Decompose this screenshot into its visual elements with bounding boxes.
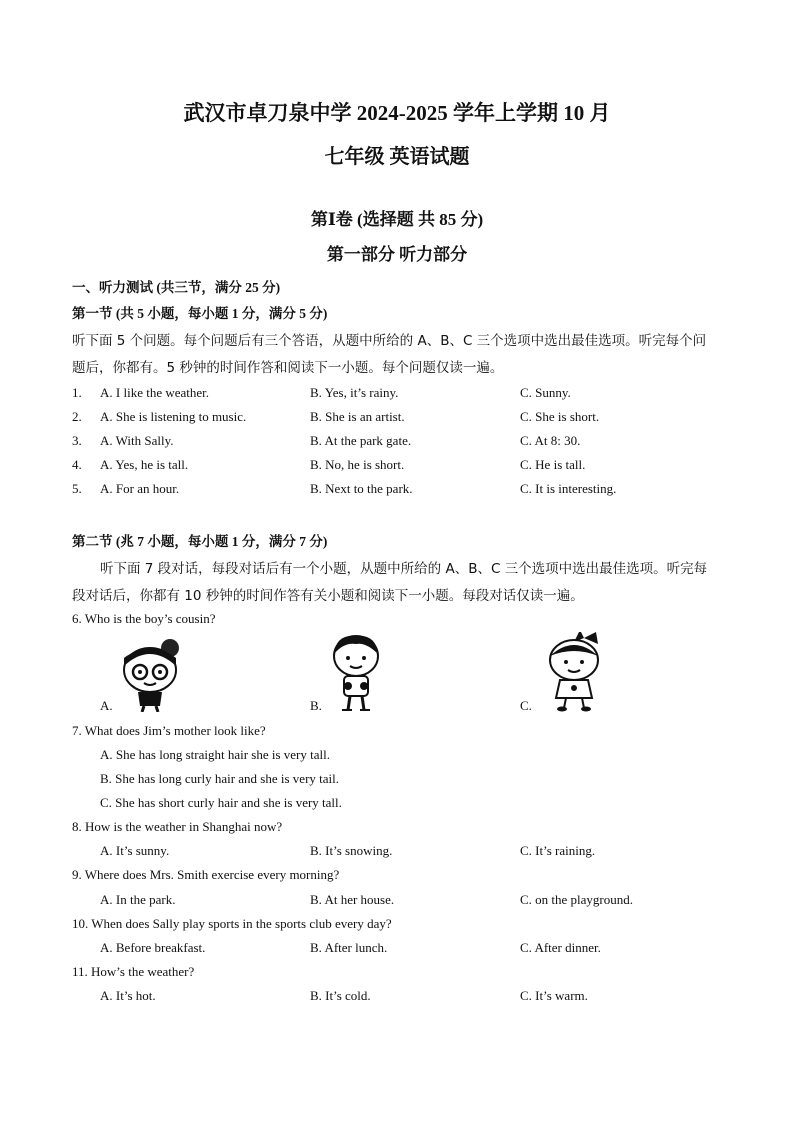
option-a: A. She is listening to music. (100, 409, 247, 424)
option-c: C. At 8: 30. (520, 433, 581, 448)
option-b: B. (310, 698, 322, 713)
question-11-stem: 11. How’s the weather? (72, 964, 195, 979)
option-a: A. (100, 698, 113, 713)
option-b: B. It’s snowing. (310, 843, 393, 858)
option-c: C. It is interesting. (520, 481, 617, 496)
option-c: C. She is short. (520, 409, 600, 424)
option-b: B. She is an artist. (310, 409, 405, 424)
volume-heading: 第Ⅰ卷 (选择题 共 85 分) (310, 210, 484, 229)
option-a: A. Before breakfast. (100, 940, 206, 955)
option-a: A. It’s hot. (100, 988, 156, 1003)
question-10-stem: 10. When does Sally play sports in the sports club every day? (72, 916, 392, 931)
option-c: C. It’s warm. (520, 988, 588, 1003)
option-c: C. (520, 698, 532, 713)
part-heading: 第一部分 听力部分 (326, 245, 468, 264)
question-number: 4. (72, 457, 82, 472)
exam-title: 武汉市卓刀泉中学 2024-2025 学年上学期 10 月 (183, 101, 611, 125)
exam-subtitle: 七年级 英语试题 (324, 146, 470, 168)
girl-with-glasses-picture (112, 636, 192, 712)
option-a: A. With Sally. (100, 433, 174, 448)
question-number: 2. (72, 409, 82, 424)
option-c: C. It’s raining. (520, 843, 596, 858)
section1-instruction-line2: 题后，你都有。5 秒钟的时间作答和阅读下一小题。每个问题仅读一遍。 (72, 360, 504, 376)
option-b: B. Yes, it’s rainy. (310, 385, 399, 400)
option-b: B. No, he is short. (310, 457, 405, 472)
option-b: B. It’s cold. (310, 988, 371, 1003)
section-main-heading: 一、听力测试 (共三节，满分 25 分) (72, 280, 281, 295)
option-a: A. It’s sunny. (100, 843, 170, 858)
option-a: A. In the park. (100, 892, 176, 907)
section2-instruction-line1: 听下面 7 段对话，每段对话后有一个小题，从题中所给的 A、B、C 三个选项中选出最佳选项。听完每 (100, 561, 708, 577)
option-a: A. She has long straight hair she is very tall. (100, 747, 330, 762)
section1-instruction-line1: 听下面 5 个问题。每个问题后有三个答语，从题中所给的 A、B、C 三个选项中选出最佳选项。听完每个问 (72, 333, 707, 349)
option-c: C. on the playground. (520, 892, 634, 907)
boy-picture (326, 634, 386, 712)
option-b: B. She has long curly hair and she is very tail. (100, 771, 340, 786)
question-number: 1. (72, 385, 82, 400)
girl-with-bow-picture (540, 632, 610, 712)
question-8-stem: 8. How is the weather in Shanghai now? (72, 819, 283, 834)
question-number: 5. (72, 481, 82, 496)
option-b: B. At the park gate. (310, 433, 412, 448)
option-a: A. Yes, he is tall. (100, 457, 189, 472)
question-7-stem: 7. What does Jim’s mother look like? (72, 723, 266, 738)
option-c: C. He is tall. (520, 457, 586, 472)
section1-heading: 第一节 (共 5 小题，每小题 1 分，满分 5 分) (72, 306, 328, 321)
option-b: B. After lunch. (310, 940, 388, 955)
option-c: C. Sunny. (520, 385, 571, 400)
option-b: B. At her house. (310, 892, 395, 907)
section2-instruction-line2: 段对话后，你都有 10 秒钟的时间作答有关小题和阅读下一小题。每段对话仅读一遍。 (72, 588, 584, 604)
option-c: C. After dinner. (520, 940, 601, 955)
option-a: A. For an hour. (100, 481, 180, 496)
question-9-stem: 9. Where does Mrs. Smith exercise every morning? (72, 867, 340, 882)
question-number: 3. (72, 433, 82, 448)
option-a: A. I like the weather. (100, 385, 210, 400)
option-c: C. She has short curly hair and she is very tall. (100, 795, 342, 810)
section2-heading: 第二节 (兆 7 小题，每小题 1 分，满分 7 分) (72, 534, 328, 549)
question-6-stem: 6. Who is the boy’s cousin? (72, 611, 216, 626)
option-b: B. Next to the park. (310, 481, 413, 496)
